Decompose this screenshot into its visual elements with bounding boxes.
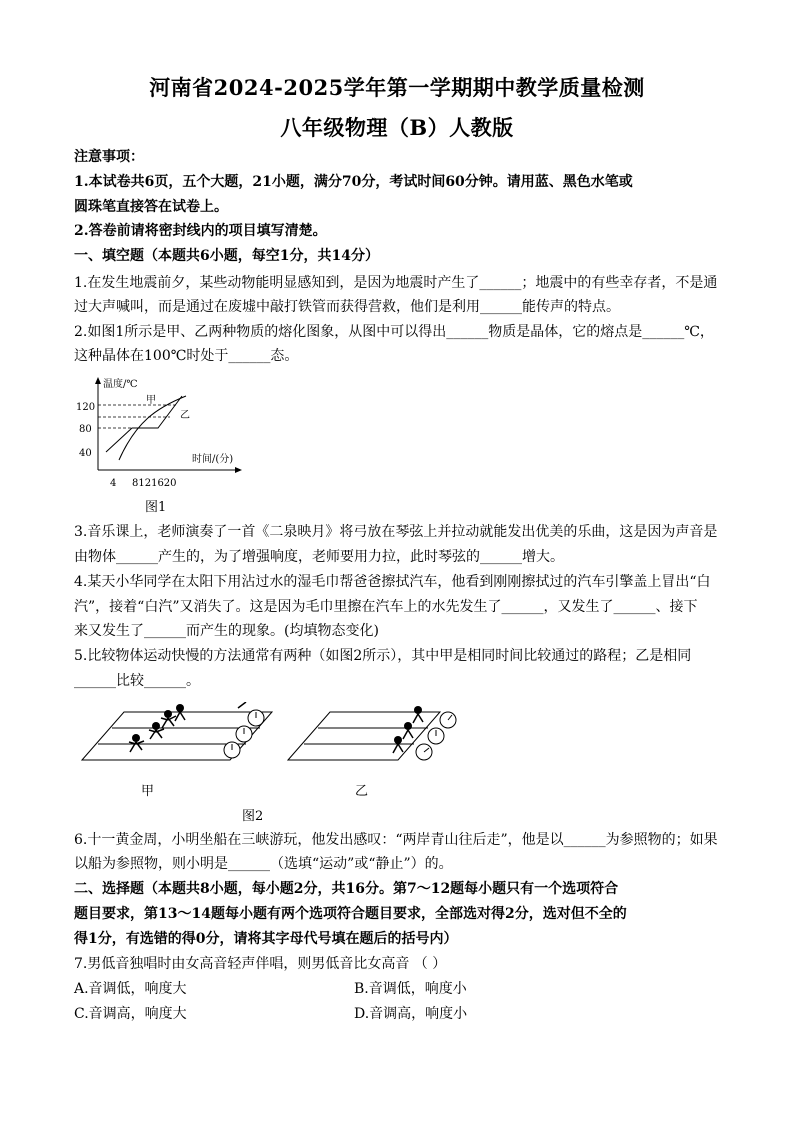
section1-heading: 一、填空题（本题共6小题，每空1分，共14分）: [74, 248, 379, 264]
figure1-graph: [74, 374, 244, 492]
question-1a: 1.在发生地震前夕，某些动物能明显感知到，是因为地震时产生了______；地震中的有些幸存者，不是通: [74, 275, 718, 291]
y-axis-arrow: [95, 377, 101, 384]
ytick-80: 80: [79, 424, 92, 435]
question-5a: 5.比较物体运动快慢的方法通常有两种（如图2所示），其中甲是相同时间比较通过的路程；乙是相同: [74, 648, 692, 664]
label-yi: 乙: [180, 410, 190, 421]
section2-heading-a: 二、选择题（本题共8小题，每小题2分，共16分。第7～12题每小题只有一个选项符合: [74, 881, 619, 897]
note-1b: 圆珠笔直接答在试卷上。: [74, 199, 228, 215]
question-2a: 2.如图1所示是甲、乙两种物质的熔化图象，从图中可以得出______物质是晶体，它的熔点是______℃，: [74, 324, 714, 340]
option-7a: A.音调低，响度大: [74, 981, 187, 997]
question-3b: 由物体______产生的，为了增强响度，老师要用力拉，此时琴弦的______增大。: [74, 549, 564, 565]
figure2-illustration: [80, 702, 470, 776]
curve-yi: [106, 396, 182, 452]
y-axis-label: 温度/℃: [103, 379, 138, 390]
x-axis-arrow: [235, 467, 242, 473]
figure1-caption: 图1: [145, 500, 167, 515]
ytick-40: 40: [79, 448, 92, 459]
question-6a: 6.十一黄金周，小明坐船在三峡游玩，他发出感叹：“两岸青山往后走”，他是以______为参照物的；如果: [74, 832, 718, 848]
question-4a: 4.某天小华同学在太阳下用沾过水的湿毛巾帮爸爸擦拭汽车，他看到刚刚擦拭过的汽车引擎盖上冒出“白: [74, 574, 711, 590]
question-2b: 这种晶体在100℃时处于______态。: [74, 348, 299, 364]
question-4b: 汽”，接着“白汽”又消失了。这是因为毛巾里擦在汽车上的水先发生了______，又发生了______、接下: [74, 599, 698, 615]
xtick-4: 4: [110, 478, 117, 489]
note-1a: 1.本试卷共6页，五个大题，21小题，满分70分，考试时间60分钟。请用蓝、黑色水笔或: [74, 174, 633, 190]
section2-heading-c: 得1分，有选错的得0分，请将其字母代号填在题后的括号内）: [74, 931, 458, 947]
exam-title: 河南省2024-2025学年第一学期期中教学质量检测: [149, 75, 645, 100]
exam-subtitle: 八年级物理（B）人教版: [280, 115, 514, 140]
question-7: 7.男低音独唱时由女高音轻声伴唱，则男低音比女高音 （ ）: [74, 956, 447, 972]
figure2-jia-clocks: [224, 702, 264, 758]
option-7d: D.音调高，响度小: [354, 1006, 468, 1022]
x-axis-label: 时间/(分): [192, 454, 234, 465]
label-jia: 甲: [146, 395, 156, 406]
option-7b: B.音调低，响度小: [354, 981, 467, 997]
option-7c: C.音调高，响度大: [74, 1006, 187, 1022]
figure2-caption: 图2: [242, 809, 264, 824]
question-3a: 3.音乐课上，老师演奏了一首《二泉映月》将弓放在琴弦上并拉动就能发出优美的乐曲，这是因为声音是: [74, 524, 718, 540]
xtick-8-20: 8121620: [132, 478, 177, 489]
figure2-label-yi: 乙: [355, 784, 369, 799]
question-4c: 来又发生了______而产生的现象。(均填物态变化): [74, 623, 379, 639]
question-5b: ______比较______。: [74, 673, 200, 689]
ytick-120: 120: [76, 402, 96, 413]
figure2-label-jia: 甲: [141, 784, 155, 799]
note-2: 2.答卷前请将密封线内的项目填写清楚。: [74, 223, 327, 239]
section2-heading-b: 题目要求，第13～14题每小题有两个选项符合题目要求，全部选对得2分，选对但不全的: [74, 906, 627, 922]
notes-heading: 注意事项：: [74, 149, 144, 165]
question-1b: 过大声喊叫，而是通过在废墟中敲打铁管而获得营救，他们是利用______能传声的特点。: [74, 299, 620, 315]
question-6b: 以船为参照物，则小明是______（选填“运动”或“静止”）的。: [74, 856, 453, 872]
